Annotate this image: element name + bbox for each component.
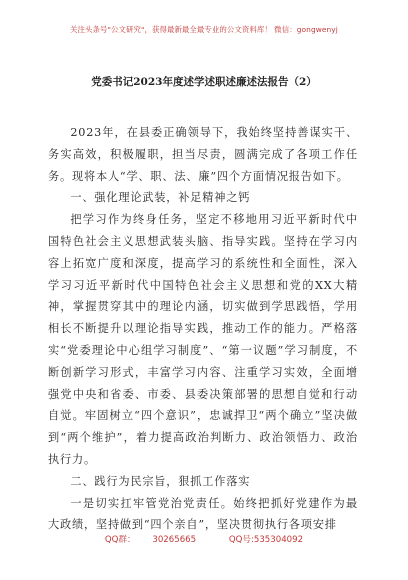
document-title: 党委书记2023年度述学述职述廉述法报告（2） (91, 76, 317, 88)
footer-qq-group: QQ群： 30265665 (104, 535, 197, 545)
header-banner: 关注头条号"公文研究"，获得最新最全最专业的公文资料库！ 微信：gongwenyj (70, 25, 338, 34)
footer-contact (0, 533, 408, 545)
intro-paragraph: 2023年，在县委正确领导下，我始终坚持善谋实干、务实高效，积极履职，担当尽责，圆满完成了各项工作任务。现将本人“学、职、法、廉”四个方面情况报告如下。 (48, 126, 358, 183)
footer-qq-number: QQ号:535304092 (228, 535, 304, 545)
section-heading-1: 一、强化理论武装，补足精神之钙 (70, 191, 251, 205)
body-paragraph-1: 把学习作为终身任务，坚定不移地用习近平新时代中国特色社会主义思想武装头脑、指导实践。坚持在学习内容上拓宽广度和深度，提高学习的系统性和全面性，深入学习习近平新时代中国特色社会主义思想和党的XX大精神，掌握贯穿其中的理论内涵，切实做到学思践悟，学用相长不断提升以理论指导实践，推动工作的能力。严格落实“党委理论中心组学习制度”、“第一议题”学习制度，不断创新学习形式，丰富学习内容、注重学习实效，全面增强党中央和省委、市委、县委决策部署的思想自觉和行动自觉。牢固树立“四个意识”，忠诚捍卫“两个确立”坚决做到“两个维护”，着力提高政治判断力、政治领悟力、政治执行力。 (48, 213, 358, 466)
document-body (48, 122, 358, 536)
body-paragraph-2: 一是切实扛牢管党治党责任。始终把抓好党建作为最大政绩，坚持做到“四个亲自”，坚决贯彻执行各项安排 (48, 496, 358, 532)
section-heading-2: 二、践行为民宗旨，狠抓工作落实 (70, 474, 251, 488)
